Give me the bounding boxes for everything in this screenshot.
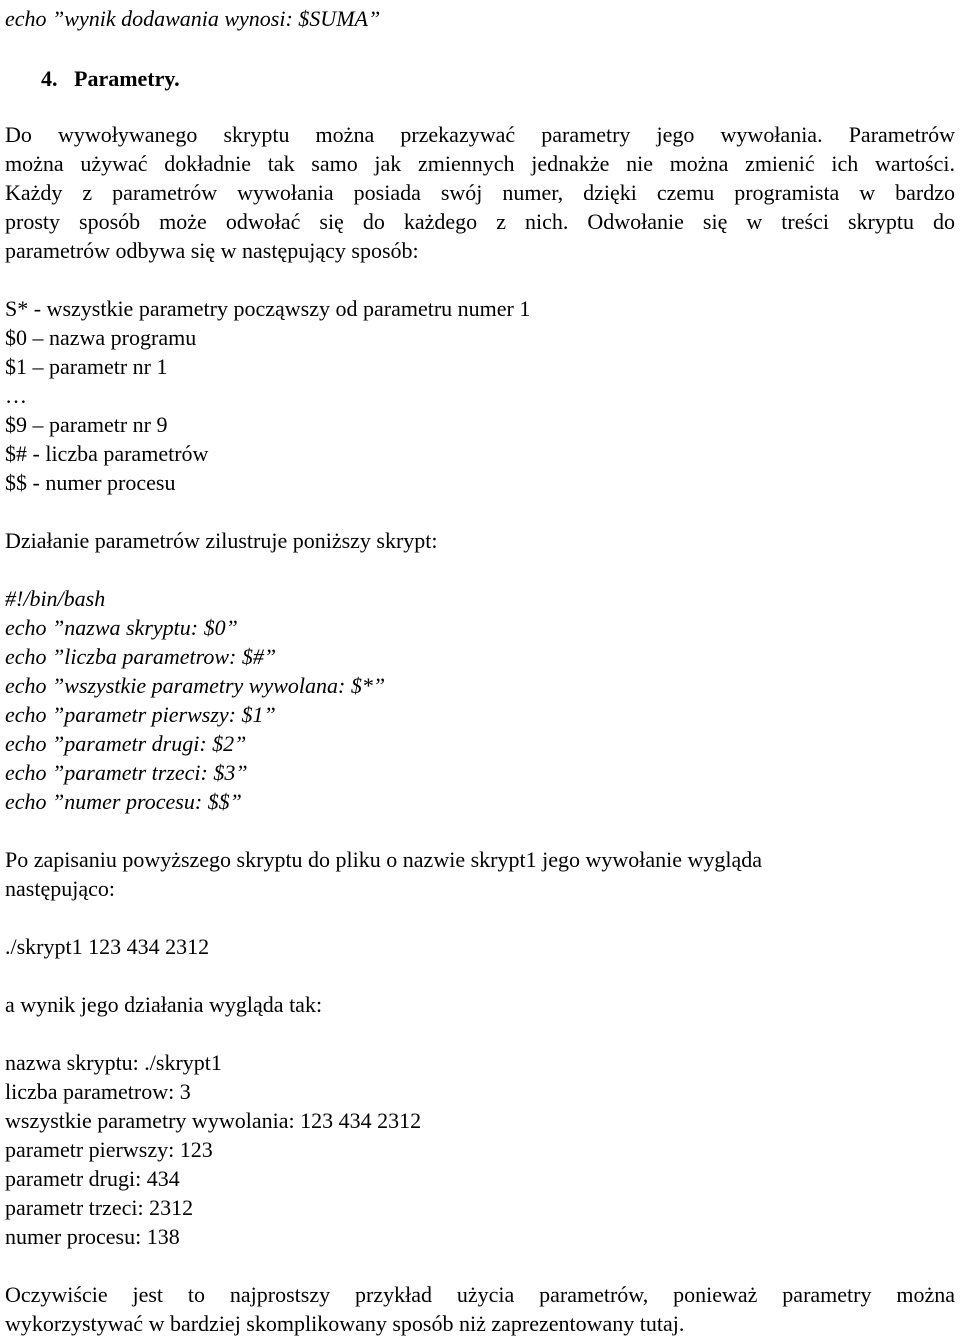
params-list	[5, 294, 955, 497]
script-line: echo ”numer procesu: $$”	[5, 789, 242, 814]
script-line: echo ”parametr drugi: $2”	[5, 731, 247, 756]
command-line: ./skrypt1 123 434 2312	[5, 934, 210, 959]
output-line: wszystkie parametry wywolania: 123 434 2312	[5, 1108, 422, 1133]
closing-line: wykorzystywać w bardziej skomplikowany sposób niż zaprezentowany tutaj.	[5, 1311, 685, 1336]
intro-line: parametrów odbywa się w następujący sposób:	[5, 238, 419, 263]
top-echo-line: echo ”wynik dodawania wynosi: $SUMA”	[5, 6, 381, 31]
output-block	[5, 1048, 955, 1251]
output-line: numer procesu: 138	[5, 1224, 180, 1249]
intro-line: prosty sposób może odwołać się do każdego z nich. Odwołanie się w treści skryptu do	[5, 209, 955, 234]
params-list-item: …	[5, 383, 27, 408]
output-line: nazwa skryptu: ./skrypt1	[5, 1050, 222, 1075]
params-list-item: $$ - numer procesu	[5, 470, 176, 495]
result-intro: a wynik jego działania wygląda tak:	[5, 992, 323, 1017]
illustrate-text: Działanie parametrów zilustruje poniższy skrypt:	[5, 528, 438, 553]
intro-line: Każdy z parametrów wywołania posiada swój numer, dzięki czemu programista w bardzo	[5, 180, 955, 205]
output-line: parametr pierwszy: 123	[5, 1137, 213, 1162]
script-line: #!/bin/bash	[5, 586, 106, 611]
closing-paragraph	[5, 1280, 955, 1338]
params-list-item: $# - liczba parametrów	[5, 441, 209, 466]
script-line: echo ”liczba parametrow: $#”	[5, 644, 277, 669]
params-list-item: S* - wszystkie parametry począwszy od parametru numer 1	[5, 296, 531, 321]
intro-line: można używać dokładnie tak samo jak zmiennych jednakże nie można zmienić ich wartości.	[5, 151, 955, 176]
section-number: 4.	[41, 66, 58, 91]
script-block	[5, 584, 955, 816]
section-heading	[5, 64, 955, 93]
intro-paragraph	[5, 120, 955, 265]
closing-line: Oczywiście jest to najprostszy przykład użycia parametrów, ponieważ parametry można	[5, 1282, 955, 1307]
after-save-line: Po zapisaniu powyższego skryptu do pliku o nazwie skrypt1 jego wywołanie wygląda	[5, 847, 763, 872]
section-title: Parametry.	[74, 66, 180, 91]
script-line: echo ”parametr trzeci: $3”	[5, 760, 248, 785]
after-save-paragraph	[5, 845, 955, 903]
after-save-line: następująco:	[5, 876, 115, 901]
script-line: echo ”parametr pierwszy: $1”	[5, 702, 276, 727]
output-line: liczba parametrow: 3	[5, 1079, 191, 1104]
script-line: echo ”wszystkie parametry wywolana: $*”	[5, 673, 386, 698]
params-list-item: $1 – parametr nr 1	[5, 354, 168, 379]
script-line: echo ”nazwa skryptu: $0”	[5, 615, 238, 640]
params-list-item: $9 – parametr nr 9	[5, 412, 168, 437]
output-line: parametr drugi: 434	[5, 1166, 180, 1191]
output-line: parametr trzeci: 2312	[5, 1195, 194, 1220]
intro-line: Do wywoływanego skryptu można przekazywać parametry jego wywołania. Parametrów	[5, 122, 955, 147]
params-list-item: $0 – nazwa programu	[5, 325, 197, 350]
